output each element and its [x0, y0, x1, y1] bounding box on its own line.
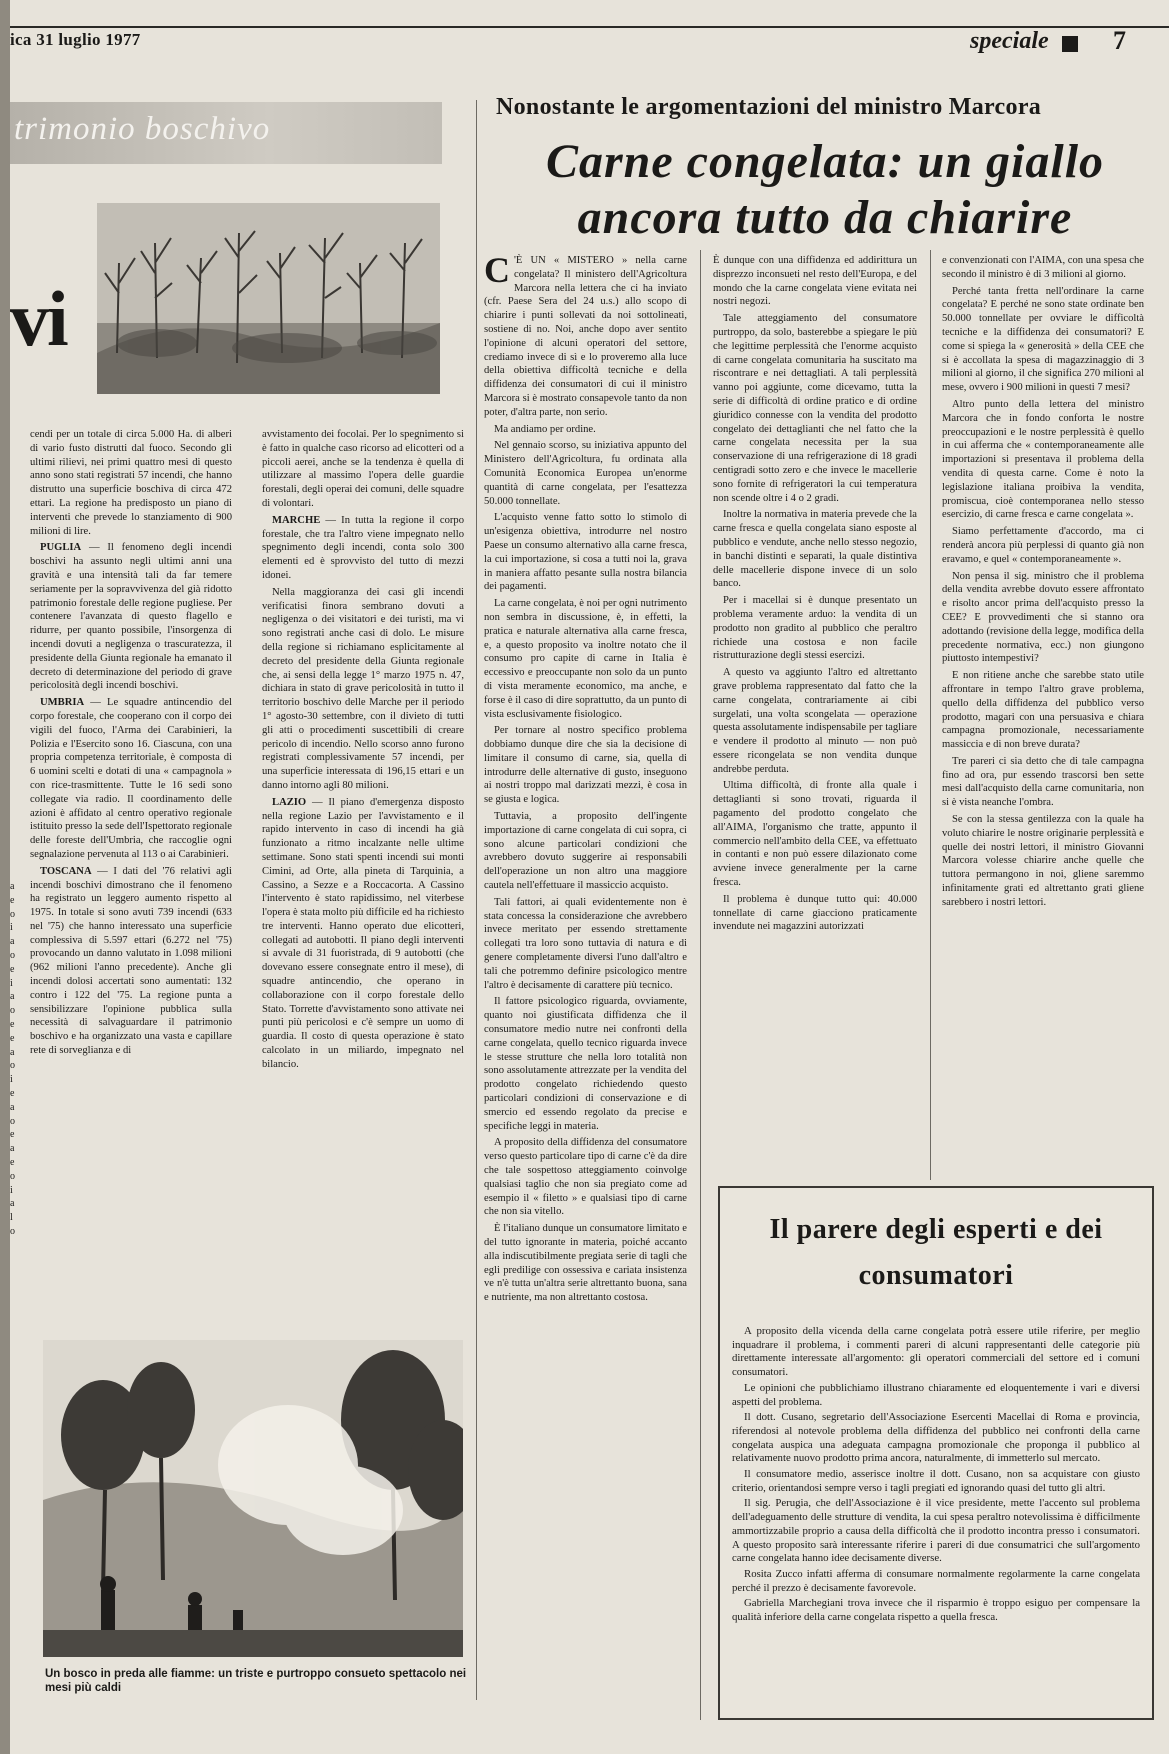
edge-fragment: a — [10, 936, 15, 948]
paragraph: e convenzionati con l'AIMA, con una spesa che secondo il ministro è di 3 milioni al giorno. — [942, 255, 1144, 280]
paragraph: E non ritiene anche che sarebbe stato utile affrontare in tempo l'altro grave problema, quello della diffidenza del pubblico verso prodotto, magari con una persuasiva e chiara campagna promozionale, necessariamente massiccia e di non breve durata? — [942, 670, 1144, 751]
paragraph: Nel gennaio scorso, su iniziativa appunto del Ministero dell'Agricoltura, fu ordinata alla Comunità Economica Europea un'enorme quantità di carne congelata, per l'esattezza 50.000 tonnellate. — [484, 440, 687, 507]
edge-fragment: a — [10, 881, 15, 892]
edge-fragment: o — [10, 1115, 15, 1127]
paragraph: Perché tanta fretta nell'ordinare la carne congelata? E perché ne sono state ordinate ben 50.000 tonnellate per ovviare le difficoltà tecniche e la diffidenza dei consumatori? E come si spiega la « generosità » della CEE che si è accollata la spesa di magazzinaggio di 3 milioni al giorno, il che significa 270 milioni al mese, ovvero i 900 milioni in questi 7 mesi? — [942, 285, 1144, 394]
sidebar-title: Il parere degli esperti e dei consumatori — [769, 1214, 1103, 1291]
edge-fragment: a — [10, 991, 15, 1003]
edge-fragment: o — [10, 949, 15, 961]
edge-fragment: a — [10, 1101, 15, 1113]
paragraph: Il problema è dunque tutto qui: 40.000 tonnellate di carne giacciono praticamente invendute nei magazzini autorizzati — [713, 893, 917, 933]
region-label: PUGLIA — [40, 542, 82, 554]
paragraph-text: cendi per un totale di circa 5.000 Ha. di alberi di vario fusto distrutti dal fuoco. Secondo gli ultimi rilievi, nei primi quattro mesi di questo anno sono stati registrati 57 incendi, che hanno distrutto una superficie boschiva di circa 472 ettari. La regione ha predisposto un piano di interventi che prevede lo stanziamento di 900 milioni di lire. — [30, 429, 232, 537]
paragraph: Tale atteggiamento del consumatore purtroppo, da solo, basterebbe a spiegare le più che legittime perplessità che l'enorme acquisto di carne congelata comunitaria ha suscitato ma riscontrare e nei dettagliati. A tali perplessità vanno poi aggiunte, come dicevamo, tutta la serie di difficoltà di ordine pratico e di ordine giuridico connesse con la vendita del prodotto congelato dei dettaglianti che nel fatto che la carne congelata necessita per la sua conservazione di una refrigerazione di 18 gradi centigradi sotto zero e che invece le macellerie sono fornite di refrigeratori la cui temperatura non scende oltre i 4 o 2 gradi. — [713, 313, 917, 504]
edge-fragment: i — [10, 977, 13, 989]
paragraph: Inoltre la normativa in materia prevede che la carne fresca e quella congelata siano esposte al pubblico e vendute, anche nello stesso negozio, in banchi distinti e separati, la quale distintiva delle macellerie dispone invece di un solo banco. — [713, 509, 917, 590]
edge-fragment: a — [10, 1046, 15, 1058]
region-label: MARCHE — [272, 514, 321, 526]
edge-fragment: a — [10, 1198, 15, 1210]
photo-caption: Un bosco in preda alle fiamme: un triste e purtroppo consueto spettacolo nei mesi più caldi — [45, 1668, 467, 1694]
fire-photo-drawing — [43, 1340, 463, 1657]
edge-fragment: o — [10, 908, 15, 920]
newspaper-page — [10, 0, 1169, 1754]
paragraph: A questo va aggiunto l'altro ed altrettanto grave problema rappresentato dal fatto che la carne congelata, contrariamente ai cibi surgelati, una volta scongelata — operazione questa assolutamente indispensabile per tagliare e vendere il prodotto al minuto — non può essere ricongelata se non vendita dunque andrebbe perduta. — [713, 667, 917, 775]
paragraph — [262, 428, 464, 511]
paragraph-text: — Le squadre antincendio del corpo forestale, che cooperano con il corpo dei vigili del fuoco, l'Arma dei Carabinieri, la Polizia e l'Esercito sono 16. Ciascuna, con una propria competenza territoriale, è composta di 6 uomini scelti e dotati di una « campagnola » con rice-trasmittente. Tutte le 16 sedi sono collegate via radio. Il coordinamento delle azioni è affidato al centro operativo regionale istituito presso la sede dell'Ispettorato regionale delle foreste dell'Umbria, che raccoglie ogni segnalazione pervenuta al 113 o ai Carabinieri. — [30, 697, 232, 860]
paragraph: La carne congelata, è noi per ogni nutrimento non sembra in discussione, è, in effetti, la pratica e naturale alternativa alla carne fresca, e, a questo proposito va inoltre notato che il consumo pro capite di carne in Italia è eccessivo e preoccupante non solo da un punto di vista meramente economico, ma anche, e forse è il caso di dire soprattutto, da un punto di vista esclusivamente fisiologico. — [484, 598, 687, 720]
forest-photo — [97, 203, 440, 394]
paragraph: Siamo perfettamente d'accordo, ma ci renderà ancora più perplessi di quanto già non eravamo, e quel « contemporaneamente ». — [942, 526, 1144, 565]
edge-fragment: e — [10, 1156, 15, 1168]
paragraph — [484, 254, 687, 420]
paragraph — [30, 541, 232, 693]
headline-fragment: vi — [10, 275, 67, 362]
edge-fragment: e — [10, 1018, 15, 1030]
paragraph: Tuttavia, a proposito dell'ingente importazione di carne congelata di cui sopra, ci sono alcune particolari condizioni che avrebbero dovuto suggerire ai responsabili dell'operazione un non altro una maggiore cautela nell'effettuare il massiccio acquisto. — [484, 811, 687, 892]
edge-fragment: e — [10, 1032, 15, 1044]
paragraph: Ultima difficoltà, di fronte alla quale i dettaglianti si sono trovati, riguarda il pagamento del prodotto congelato che all'AIMA, l'organismo che tratte, appunto il commercio nell'ambito della CEE, va effettuato in contanti e non può essere dilazionato come avviene invece generalmente per la carne fresca. — [713, 780, 917, 889]
paragraph: A proposito della diffidenza del consumatore verso questo particolare tipo di carne c'è da dire che tale sospettoso atteggiamento coinvolge qualsiasi taglio che non sia pregiato come ad esempio il « filetto » e qualsiasi tipo di carne che non sia vitello. — [484, 1137, 687, 1218]
paragraph: Rosita Zucco infatti afferma di consumare normalmente regolarmente la carne congelata perché il prezzo è decisamente favorevole. — [732, 1567, 1140, 1594]
region-label: LAZIO — [272, 796, 307, 808]
section-name: speciale — [970, 28, 1049, 54]
edge-fragment: i — [10, 1184, 13, 1196]
edge-fragment: e — [10, 963, 15, 975]
paragraph: Il sig. Perugia, che dell'Associazione è il vice presidente, mette l'accento sul problema dell'adeguamento delle strutture di vendita, la cui spesa peraltro notevolissima è difficilmente ammortizzabile proprio a causa della difficoltà che il prodotto incontra presso i consumatori. A questo proposito sarà interessante riferire i pareri di due consumatrici che sull'argomento carne congelata hanno idee decisamente diverse. — [732, 1497, 1140, 1565]
paragraph: L'acquisto venne fatto sotto lo stimolo di un'esigenza obiettiva, introdurre nel nostro Paese un consumo alternativo alla carne fresca, la cui importazione, si cosa a tutti noi la, grava in maniera affatto pesante sulla nostra bilancia dei pagamenti. — [484, 512, 687, 593]
paragraph: Per tornare al nostro specifico problema dobbiamo dunque dire che sia la decisione di limitare il consumo di carne, sia, quella di introdurre delle alternative di gusto, inseguono ai nostri troppo mal darizzati mezzi, è cosa in se giusta e logica. — [484, 725, 687, 806]
region-label: TOSCANA — [40, 865, 92, 877]
paragraph — [262, 586, 464, 793]
paragraph: A proposito della vicenda della carne congelata potrà essere utile riferire, per meglio inquadrare il problema, i commenti pareri di alcuni rappresentanti delle categorie più direttamente interessate all'argomento: gli operatori commerciali del settore ed i comuni consumatori. — [732, 1325, 1140, 1379]
sidebar-body — [732, 1325, 1140, 1710]
region-label: UMBRIA — [40, 697, 85, 709]
paragraph-text: 'È UN « MISTERO » nella carne congelata? Il ministero dell'Agricoltura Marcora nella lettera che ci ha inviato (cfr. Paese Sera del 24 u.s.) allo scopo di chiarire i punti sollevati da noi sottolineati, sostiene di no. Noi, anche dopo aver sentito l'opinione di alcuni operatori del settore, crediamo invece di sì e lo proveremo alla luce della obiettiva difficoltà tecniche e della diffidenza dei consumatori di cui il ministro Marcora si è mostrato consapevole tanto da non poter, d'altra parte, non serio. — [484, 255, 687, 418]
page-number: 7 — [1113, 26, 1126, 55]
paragraph: Le opinioni che pubblichiamo illustrano chiaramente ed eloquentemente i vari e diversi aspetti del problema. — [732, 1381, 1140, 1408]
fire-photo — [43, 1340, 463, 1657]
section-logo-icon — [1062, 36, 1078, 52]
edge-fragments — [10, 880, 18, 1240]
edge-fragment: o — [10, 1225, 15, 1237]
edge-fragment: i — [10, 922, 13, 934]
paragraph — [30, 865, 232, 1058]
paragraph — [262, 514, 464, 583]
band-title: trimonio boschivo — [14, 111, 271, 147]
paragraph — [30, 696, 232, 862]
column-rule — [700, 250, 701, 1720]
paragraph: Il fattore psicologico riguarda, ovviamente, quanto noi giustificata diffidenza che il consumatore medio nutre nei confronti della carne congelata, quello tecnico riguarda invece le stesse strutture che nella loro totalità non sono assolutamente attrezzate per la vendita del prodotto congelato richiedendo questo particolari condizioni di conservazione e di smercio ed essendo regolato da precise e specifiche leggi in materia. — [484, 996, 687, 1132]
paragraph: Non pensa il sig. ministro che il problema della vendita avrebbe dovuto essere affrontato e risolto ancor prima dell'acquisto presso la CEE? E provvedimenti che si stanno ora adottando (revisione della legge, modifica della precedente normativa, ecc.) non giungono piuttosto intempestivi? — [942, 570, 1144, 665]
paragraph-text: — Il piano d'emergenza disposto nella regione Lazio per l'avvistamento e il rapido intervento in caso di incendi ha già funzionato a ritmo incalzante nelle ultime settimane. Sono stati spenti incendi sui monti Cimini, ad Orte, alla pineta di Tarquinia, a Cassino, a Sezze e a Roccacorta. A Cassino l'intervento è stato rapidissimo, nel viterbese l'opera è stata molto più difficile ed ha richiesto tre interventi. Hanno operato due elicotteri, collegati ad autobotti. Il piano degli interventi si avvale di 31 fuoristrada, di 9 autobotti (che dovevano essere consegnate entro il mese), di squadre antincendio, che operano in collaborazione con il corpo forestale dello Stato. Torrette d'avvistamento sono attivate nei punti più pericolosi e c'è sempre un uomo di guardia. Il costo di questa operazione è stato calcolato in un miliardo, impegnato nel bilancio. — [262, 796, 464, 1070]
main-story-column-1 — [484, 254, 687, 1684]
main-headline: Carne congelata: un giallo ancora tutto da chiarire — [545, 135, 1105, 244]
paragraph-text: — I dati del '76 relativi agli incendi boschivi dimostrano che il fenomeno ha registrato un leggero aumento rispetto al 1975. In totale si sono avuti 739 incendi (633 nel '75) che hanno interessato una superficie complessiva di 5.597 ettari (6.272 nel '75) provocando un danno valutato in 1.098 milioni (962 milioni l'anno precedente). Anche gli incendi dolosi accertati sono aumentati: 132 contro i 122 del '75. La regione punta a sensibilizzare l'opinione pubblica sulla necessità di salvaguardare il patrimonio boschivo e ha organizzato una vasta e capillare rete di sorveglianza e di — [30, 865, 232, 1057]
forest-photo-drawing — [97, 203, 440, 394]
edge-fragment: e — [10, 894, 15, 906]
paragraph-text: — Il fenomeno degli incendi boschivi ha assunto negli ultimi anni una gravità e una intensità tali da far temere seriamente per la sopravvivenza del già ridotto patrimonio forestale delle regione pugliese. Per contenere l'avanzata di questo flagello e ridurre, per quanto possibile, l'insorgenza di incendi dovuti a negligenza o trascuratezza, il presidente della Giunta regionale ha emanato il decreto di determinazione del periodo di grave pericolosità degli incendi boschivi. — [30, 542, 232, 692]
dateline: ica 31 luglio 1977 — [10, 30, 141, 49]
edge-fragment: a — [10, 1143, 15, 1155]
column-rule — [476, 100, 477, 1700]
paragraph: È l'italiano dunque un consumatore limitato e del tutto ignorante in materia, poiché accanto alla indiscutibilmente pregiata serie di tagli che egli predilige con ossessiva e cariata insistenza ve n'è tutta un'altra serie altrettanto buona, sana e nutriente, ma non altrettanto costosa. — [484, 1223, 687, 1304]
paragraph: Se con la stessa gentilezza con la quale ha voluto chiarire le nostre originarie perplessità e quelle dei nostri lettori, il ministro Giovanni Marcora volesse chiarire anche quelle che tuttora permangono in noi, gliene saremmo infinitamente grati ed altrettanto grati gliene sarebbero i nostri lettori. — [942, 814, 1144, 908]
paragraph-text: avvistamento dei focolai. Per lo spegnimento si è fatto in qualche caso ricorso ad elicotteri od a piccoli aerei, anche se la tendenza è quella di utilizzare al massimo l'opera delle guardie forestali, degli operai dei comuni, delle squadre di volontari. — [262, 429, 464, 509]
left-story-column-2 — [262, 428, 464, 1328]
paragraph — [30, 428, 232, 538]
paragraph: È dunque con una diffidenza ed addirittura un disprezzo inconsueti nel resto dell'Europa, e del mondo che la carne congelata viene evitata nei nostri negozi. — [713, 255, 917, 308]
edge-fragment: o — [10, 1170, 15, 1182]
drop-cap: C — [484, 254, 510, 290]
edge-fragment: e — [10, 1129, 15, 1141]
paragraph: Il consumatore medio, asserisce inoltre il dott. Cusano, non sa acquistare con giusto criterio, orientandosi sempre verso i tagli pregiati ed ignorando quasi del tutto gli altri. — [732, 1468, 1140, 1494]
story-kicker: Nonostante le argomentazioni del ministro Marcora — [496, 94, 1042, 120]
main-story-column-3 — [942, 254, 1144, 1184]
edge-fragment: o — [10, 1005, 15, 1017]
edge-fragment: o — [10, 1060, 15, 1072]
paragraph: Altro punto della lettera del ministro Marcora che in fondo conforta le nostre preoccupazioni e le nostre perplessità è quello in cui afferma che « contemporaneamente alle importazioni si presentava il problema della vendita di questa carne. Come è noto la legislazione italiana proibiva la vendita, promiscua, cioè contemporanea nello stesso esercizio, di carne fresca e carne congelata ». — [942, 398, 1144, 521]
paragraph: Il dott. Cusano, segretario dell'Associazione Esercenti Macellai di Roma e provincia, riferendosi al notevole problema della diffidenza del pubblico nei confronti della carne congelata auspica una adeguata campagna promozionale che proponga il pubblico al relativamente nuovo prodotto prima ancora, naturalmente, di immetterlo sul mercato. — [732, 1411, 1140, 1465]
paragraph: Per i macellai si è dunque presentato un problema veramente arduo: la vendita di un prodotto non gradito al pubblico che peraltro richiede una costosa e non facile ristrutturazione degli stessi esercizi. — [713, 595, 917, 662]
edge-fragment: i — [10, 1074, 13, 1086]
paragraph-text: — In tutta la regione il corpo forestale, che tra l'altro viene impegnato nello spegnimento degli incendi, conta solo 300 elementi ed è sprovvisto del tutto di mezzi idonei. — [262, 514, 464, 581]
edge-fragment: l — [10, 1212, 13, 1224]
paragraph: Gabriella Marchegiani trova invece che il risparmio è troppo esiguo per compensare la qualità inferiore della carne congelata rispetto a quella fresca. — [732, 1597, 1140, 1624]
paragraph: Tre pareri ci sia detto che di tale campagna fino ad ora, pur essendo trascorsi ben sette mesi dall'acquisto della carne comunitaria, non si è vista neanche l'ombra. — [942, 755, 1144, 809]
paragraph-text: Nella maggioranza dei casi gli incendi verificatisi finora sembrano dovuti a negligenza o dei visitatori e dei turisti, ma vi sono registrati anche casi di dolo. Le misure della regione si richiamano esplicitamente al decreto del presidente della Giunta regionale che, ai sensi della legge 1° marzo 1975 n. 47, dichiara in stato di grave pericolosità in tutto il territorio boschivo delle Marche per il periodo 1° agosto-30 settembre, con il divieto di tutti gli atti o procedimenti suscettibili di creare pericolo di incendio. Nello scorso anno furono registrati complessivamente 57 incendi, per una superficie interessata di 196,15 ettari e un danno intorno agli 80 milioni. — [262, 586, 464, 791]
left-story-column-1 — [30, 428, 232, 1324]
edge-fragment: e — [10, 1087, 15, 1099]
column-rule — [930, 250, 931, 1180]
paragraph: Ma andiamo per ordine. — [494, 423, 596, 435]
paragraph — [262, 796, 464, 1072]
paragraph: Tali fattori, ai quali evidentemente non è stata concessa la considerazione che avrebbero invece meritato per essendo strettamente collegati tra loro sono tuttavia di natura e di genere completamente diversi l'uno dall'altro e tali che potremmo definire psicologico mentre l'altro è decisamente di carattere più tecnico. — [484, 896, 687, 991]
